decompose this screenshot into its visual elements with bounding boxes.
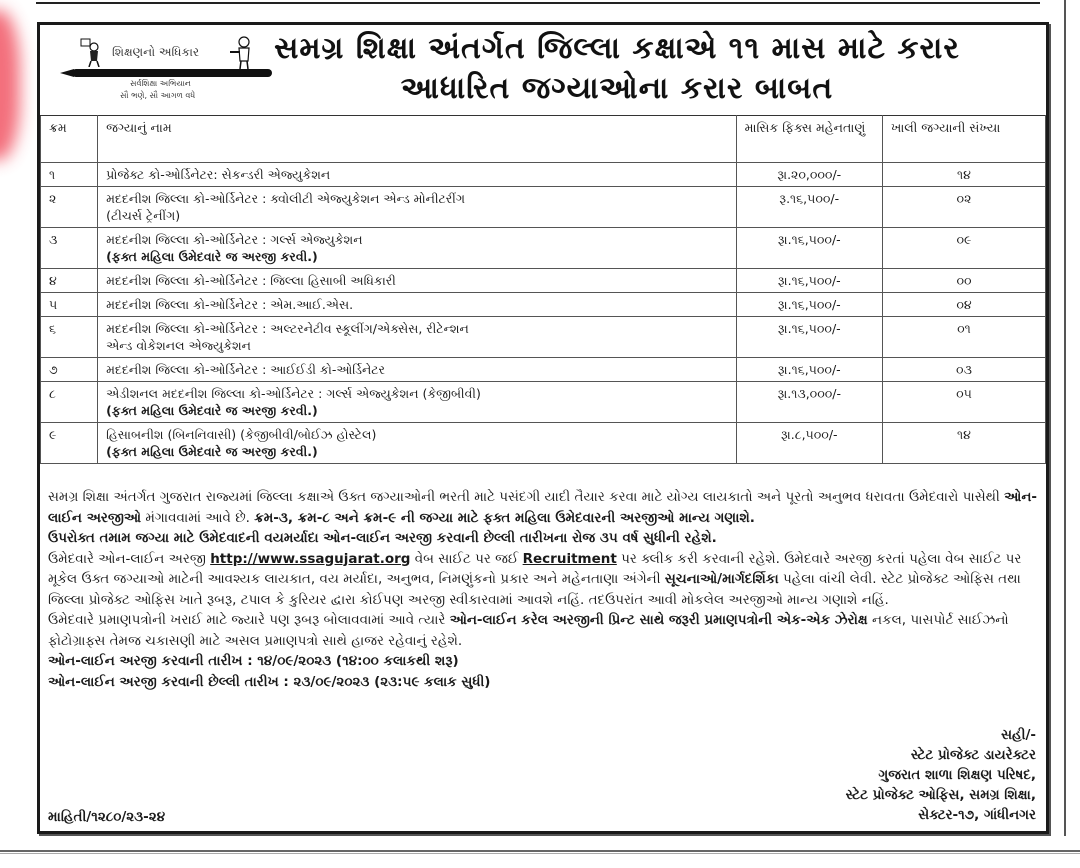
age-limit-paragraph: ઉપરોક્ત તમામ જગ્યા માટે ઉમેદવાદની વયમર્યાદા ઓન-લાઈન અરજી કરવાની છેલ્લી તારીખના રોજ ૩૫ વર્ષ સુધીની રહેશે. [48,530,717,546]
table-row [41,423,1046,464]
text: વેબ સાઈટ પર જઈ [410,550,523,567]
cell-monthly-pay: રૂા.૧૬,૫૦૦/- [736,228,882,269]
cell-post-name [98,358,737,382]
post-name: હિસાબનીશ (બિનનિવાસી) (કેજીબીવી/બોઈઝ હોસ્ટેલ) [106,427,377,442]
table-row [41,293,1046,317]
cell-number: ૧ [41,163,98,187]
signatory-org: ગુજરાત શાળા શિક્ષણ પરિષદ, [878,767,1036,783]
cell-post-name [98,423,737,464]
notice-header [40,25,1046,115]
table-row [41,163,1046,187]
cell-post-name [98,382,737,423]
cell-vacancies: ૧૪ [882,163,1045,187]
post-name-continued: એન્ડ વોકેશનલ એજ્યુકેશન [106,338,251,353]
cell-vacancies: ૦૦ [882,269,1045,293]
text: સમગ્ર શિક્ષા અંતર્ગત ગુજરાત રાજ્યમાં જિલ્લા કક્ષાએ ઉક્ત જગ્યાઓની ભરતી માટે પસંદગી યાદી તૈયાર કરવા માટે યોગ્ય લાયકાતો અને પૂરતો અનુભવ ધરાવતા ઉમેદવારો પાસેથી [48,489,1005,505]
cell-monthly-pay: રૂા.૧૬,૫૦૦/- [736,358,882,382]
table-row [41,269,1046,293]
header-vacancies: ખાલી જગ્યાની સંખ્યા [882,116,1045,163]
table-row [41,187,1046,228]
cell-vacancies: ૦૪ [882,293,1045,317]
cell-post-name [98,317,737,358]
pencil-icon [72,69,272,77]
cell-vacancies: ૦૧ [882,317,1045,358]
cell-post-name [98,269,737,293]
column-divider [1064,0,1066,836]
table-row [41,317,1046,358]
cell-vacancies: ૦૫ [882,382,1045,423]
cell-number: ૨ [41,187,98,228]
notice-body [48,487,1040,692]
text-bold: સૂચનાઓ/માર્ગદર્શિકા [664,571,779,587]
cell-vacancies: ૧૪ [882,423,1045,464]
text-bold: ઓન-લાઈન અરજીઓ [48,489,1037,526]
cell-monthly-pay: રૂા.૨૦,૦૦૦/- [736,163,882,187]
signature: સહી/- [1001,727,1036,743]
cell-monthly-pay: રૂા.૧૬,૫૦૦/- [736,293,882,317]
header-number: ક્રમ [41,116,98,163]
post-name: મદદનીશ જિલ્લા કો-ઓર્ડિનેટર : આઈઈડી કો-ઓર્ડિનેટર [106,362,385,377]
text: ઉમેદવારે પ્રમાણપત્રોની ખરાઈ માટે જ્યારે પણ રૂબરૂ બોલાવવામાં આવે ત્યારે [48,612,450,628]
header-monthly-pay: માસિક ફિક્સ મહેનતાણું [736,116,882,163]
application-end-date: ઓન-લાઈન અરજી કરવાની છેલ્લી તારીખ : ૨૩/૦૯/૨૦૨૩ (૨૩:૫૯ કલાક સુધી) [48,673,491,690]
women-only-note: (ફક્ત મહિલા ઉમેદવારે જ અરજી કરવી.) [106,249,318,264]
text: ઉમેદવારે ઓન-લાઈન અરજી [48,550,211,567]
text-bold: ઓન-લાઈન કરેલ અરજીની પ્રિન્ટ સાથે જરૂરી પ્રમાણપત્રોની એક-એક ઝેરોક્ષ [449,612,868,628]
text: નકલ, પાસપોર્ટ સાઈઝનો ફોટોગ્રાફ્સ તેમજ ચકાસણી માટે અસલ પ્રમાણપત્રો સાથે હાજર રહેવાનું રહેશે. [48,612,1009,649]
cell-number: ૬ [41,317,98,358]
post-name: મદદનીશ જિલ્લા કો-ઓર્ડિનેટર : અલ્ટરનેટીવ સ્કૂલીંગ/એક્સેસ, રીટેન્શન [106,321,469,336]
cell-number: ૩ [41,228,98,269]
top-rule [36,2,1040,4]
text: મંગાવવામાં આવે છે. [141,509,255,526]
post-name: મદદનીશ જિલ્લા કો-ઓર્ડિનેટર : એમ.આઈ.એસ. [106,297,354,312]
post-name: મદદનીશ જિલ્લા કો-ઓર્ડિનેટર : ગર્લ્સ એજ્યુકેશન [106,232,363,247]
posts-table [40,115,1046,464]
text: પહેલા વાંચી લેવી. સ્ટેટ પ્રોજેક્ટ ઓફિસ તથા જિલ્લા પ્રોજેક્ટ ઓફિસ ખાતે રૂબરૂ, ટપાલ કે કુરિયર દ્વારા કોઈપણ અરજી સ્વીકારવામાં આવશે નહિં. તદઉપરાંત આવી મોકલેલ અરજીઓ માન્ય ગણાશે નહિં. [48,571,1021,608]
cell-number: ૯ [41,423,98,464]
application-start-date: ઓન-લાઈન અરજી કરવાની તારીખ : ૧૪/૦૯/૨૦૨૩ (૧૪:૦૦ કલાકથી શરૂ) [48,653,459,669]
cell-vacancies: ૦૯ [882,228,1045,269]
cell-number: ૭ [41,358,98,382]
boy-pointing-icon [230,35,256,69]
cell-post-name [98,228,737,269]
women-only-note: (ફક્ત મહિલા ઉમેદવારે જ અરજી કરવી.) [106,444,318,459]
title-line-2: આધારિત જગ્યાઓના કરાર બાબત [400,71,834,106]
paragraph-eligibility [48,487,1040,528]
women-only-note: (ફક્ત મહિલા ઉમેદવારે જ અરજી કરવી.) [106,403,318,418]
title-line-1: સમગ્ર શિક્ષા અંતર્ગત જિલ્લા કક્ષાએ ૧૧ માસ માટે કરાર [274,31,960,66]
paragraph-verification [48,610,1040,651]
signature-block [846,725,1036,825]
red-ink-smear [0,10,20,160]
cell-number: ૮ [41,382,98,423]
cell-monthly-pay: રૂ.૧૬,૫૦૦/- [736,187,882,228]
cell-number: ૫ [41,293,98,317]
paragraph-how-to-apply [48,549,1040,611]
cell-monthly-pay: રૂા.૮,૫૦૦/- [736,423,882,464]
notice-title [272,29,962,109]
cell-monthly-pay: રૂા.૧૬,૫૦૦/- [736,269,882,293]
cell-post-name [98,163,737,187]
samagra-shiksha-logo [50,31,280,111]
table-row [41,228,1046,269]
logo-subtitle: સર્વશિક્ષા અભિયાન [130,79,191,88]
bottom-rule [0,850,1080,852]
post-name: એડીશનલ મદદનીશ જિલ્લા કો-ઓર્ડિનેટર : ગર્લ્સ એજ્યુકેશન (કેજીબીવી) [106,386,481,401]
women-only-note: ક્રમ-૩, ક્રમ-૮ અને ક્રમ-૯ ની જગ્યા માટે ફક્ત મહિલા ઉમેદવારની અરજીઓ માન્ય ગણાશે. [254,509,755,526]
logo-tagline: સૌ ભણે, સૌ આગળ વધે [120,91,196,100]
post-name: પ્રોજેક્ટ કો-ઓર્ડિનેટર: સેકન્ડરી એજ્યુકેશન [106,167,331,182]
cell-post-name [98,293,737,317]
recruitment-link[interactable]: Recruitment [522,550,617,567]
post-name: મદદનીશ જિલ્લા કો-ઓર્ડિનેટર : જિલ્લા હિસાબી અધિકારી [106,273,396,288]
cell-monthly-pay: રૂા.૧૬,૫૦૦/- [736,317,882,358]
table-row [41,358,1046,382]
text: પર ક્લીક કરી કરવાની રહેશે. ઉમેદવારે અરજી કરતાં પહેલા વેબ સાઈટ પર મૂકેલ ઉક્ત જગ્યાઓ માટેની આવશ્યક લાયકાત, વય મર્યાદા, અનુભવ, નિમણુંકનો પ્રકાર અને મહેનતાણા અંગેની [48,550,1022,587]
signatory-address: સેક્ટર-૧૭, ગાંધીનગર [918,807,1036,823]
cell-post-name [98,187,737,228]
cell-monthly-pay: રૂા.૧૩,૦૦૦/- [736,382,882,423]
table-header-row [41,116,1046,163]
girl-with-book-icon [80,37,102,67]
table-row [41,382,1046,423]
post-name: મદદનીશ જિલ્લા કો-ઓર્ડિનેટર : ક્વોલીટી એજ્યુકેશન એન્ડ મોનીટરીંગ [106,191,465,206]
cell-vacancies: ૦૨ [882,187,1045,228]
signatory-office: સ્ટેટ પ્રોજેક્ટ ઓફિસ, સમગ્ર શિક્ષા, [845,787,1036,803]
cell-number: ૪ [41,269,98,293]
signatory-title: સ્ટેટ પ્રોજેક્ટ ડાયરેક્ટર [910,747,1036,763]
header-post-name: જગ્યાનું નામ [98,116,737,163]
post-name-continued: (ટીચર્સ ટ્રેનીંગ) [106,208,181,223]
cell-vacancies: ૦૩ [882,358,1045,382]
logo-title: શિક્ષણનો અધિકાર [112,45,200,59]
bottom-rule-thin [0,853,1080,854]
reference-number: માહિતી/૧૨૮૦/૨૩-૨૪ [48,809,166,825]
website-link[interactable]: http://www.ssagujarat.org [210,550,411,567]
recruitment-notice [37,22,1049,834]
